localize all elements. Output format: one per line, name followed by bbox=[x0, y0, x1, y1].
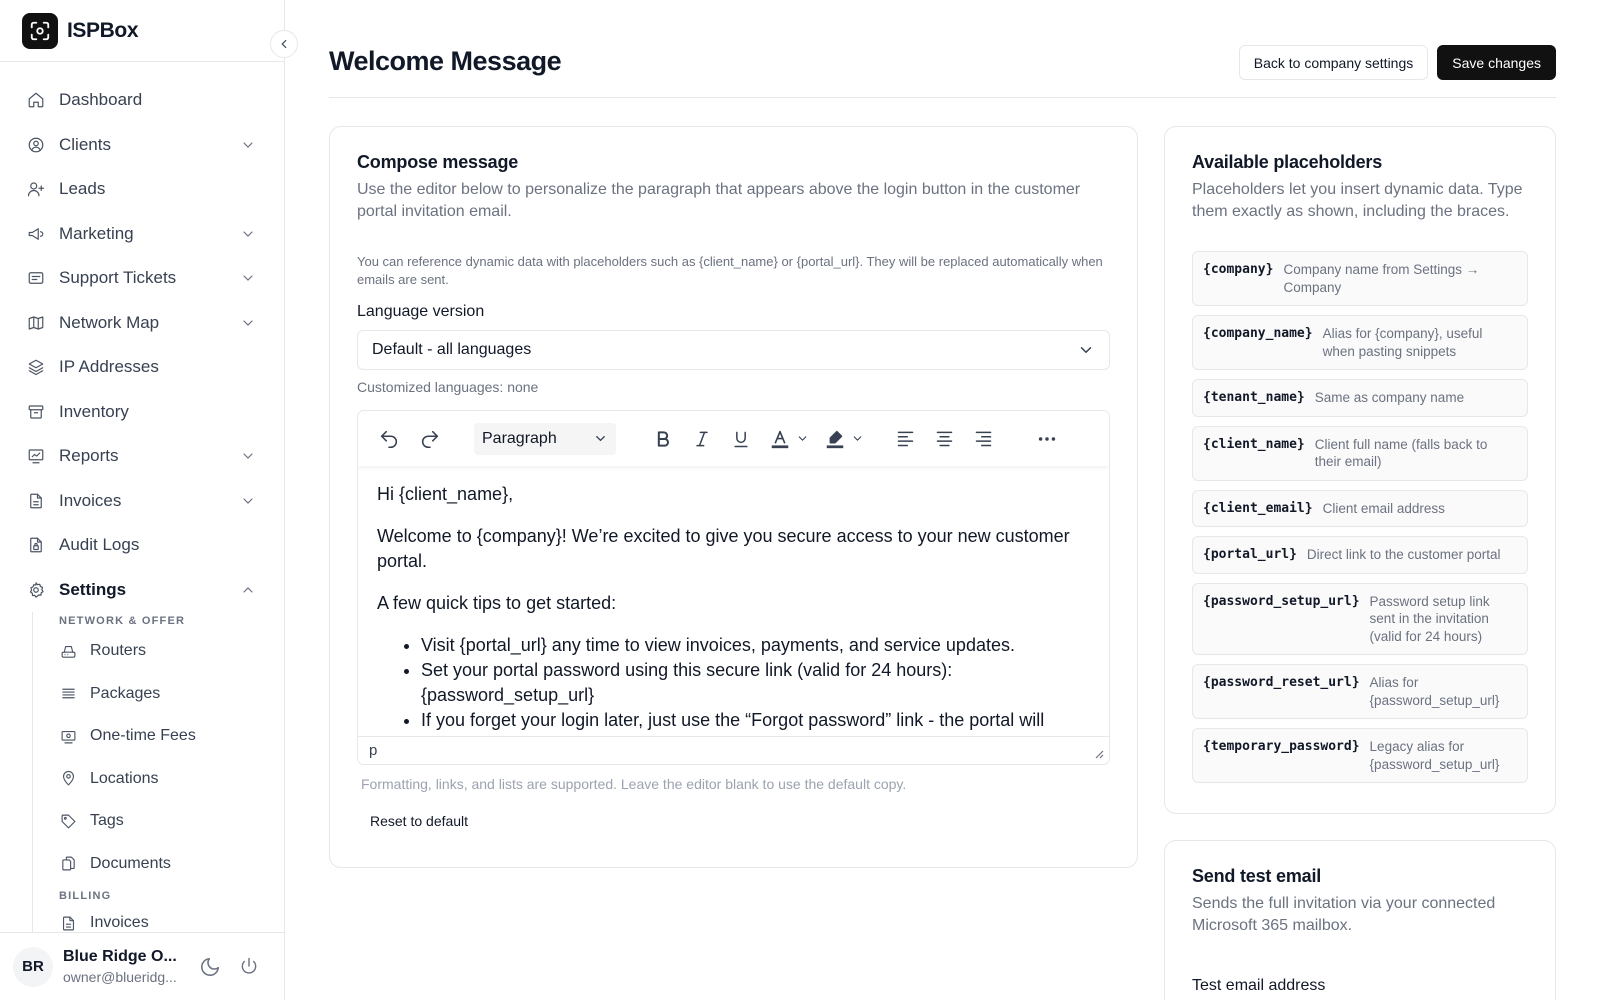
back-to-company-settings-button[interactable]: Back to company settings bbox=[1239, 45, 1429, 80]
placeholder-list bbox=[1192, 251, 1528, 783]
settings-subnav bbox=[0, 612, 284, 941]
header-actions bbox=[1239, 45, 1556, 80]
chevron-down-icon[interactable] bbox=[850, 428, 864, 450]
placeholder-description: Direct link to the customer portal bbox=[1306, 547, 1501, 562]
sidebar-item-label: Inventory bbox=[59, 401, 129, 421]
chevron-up-icon bbox=[240, 582, 256, 598]
editor-tips-heading: A few quick tips to get started: bbox=[377, 593, 617, 613]
map-icon bbox=[27, 314, 45, 332]
placeholder-item[interactable] bbox=[1192, 583, 1528, 656]
placeholder-item[interactable] bbox=[1192, 315, 1528, 370]
sidebar-item-marketing[interactable] bbox=[0, 212, 284, 257]
subnav-item-routers[interactable] bbox=[0, 630, 284, 673]
subnav-item-label: Routers bbox=[90, 642, 147, 660]
sidebar-item-label: Support Tickets bbox=[59, 268, 177, 288]
resize-handle-icon[interactable] bbox=[1094, 749, 1104, 759]
sidebar-item-invoices[interactable] bbox=[0, 479, 284, 524]
placeholder-code: {company_name} bbox=[1203, 326, 1313, 341]
subnav-item-documents[interactable] bbox=[0, 843, 284, 886]
placeholders-card bbox=[1164, 126, 1556, 814]
megaphone-icon bbox=[27, 225, 45, 243]
language-label: Language version bbox=[357, 303, 485, 320]
placeholder-description: Same as company name bbox=[1314, 390, 1465, 405]
test-email-title: Send test email bbox=[1192, 866, 1322, 886]
sidebar-item-label: Dashboard bbox=[59, 90, 143, 110]
chevron-down-icon bbox=[593, 431, 608, 446]
compose-title: Compose message bbox=[357, 152, 519, 172]
gear-icon bbox=[27, 581, 45, 599]
sidebar-item-label: Reports bbox=[59, 446, 119, 466]
chevron-down-icon bbox=[240, 270, 256, 286]
page-title: Welcome Message bbox=[329, 46, 562, 76]
sidebar-item-reports[interactable] bbox=[0, 434, 284, 479]
sidebar-item-dashboard[interactable] bbox=[0, 78, 284, 123]
subnav-item-label: Locations bbox=[90, 769, 159, 787]
chevron-down-icon bbox=[240, 226, 256, 242]
power-icon[interactable] bbox=[239, 956, 261, 978]
editor-content[interactable] bbox=[358, 466, 1109, 736]
list-item: • Visit {portal_url} any time to view invoices, payments, and service updates. bbox=[421, 633, 1090, 658]
sidebar-item-label: IP Addresses bbox=[59, 357, 159, 377]
sidebar-item-label: Invoices bbox=[59, 490, 122, 510]
placeholder-description: Legacy alias for {password_setup_url} bbox=[1369, 739, 1500, 772]
subnav-item-label: Documents bbox=[90, 854, 171, 872]
chevron-down-icon bbox=[1077, 341, 1095, 359]
placeholder-code: {password_setup_url} bbox=[1203, 593, 1360, 609]
block-format-select[interactable] bbox=[474, 423, 616, 455]
editor-statusbar bbox=[358, 736, 1109, 764]
sidebar-item-label: Clients bbox=[59, 134, 111, 154]
sidebar-item-leads[interactable] bbox=[0, 167, 284, 212]
placeholder-item[interactable] bbox=[1192, 379, 1528, 417]
compose-card bbox=[329, 126, 1138, 868]
placeholder-code: {client_name} bbox=[1203, 436, 1305, 452]
sidebar-item-network-map[interactable] bbox=[0, 301, 284, 346]
subnav-item-label: Packages bbox=[90, 684, 161, 702]
brand[interactable] bbox=[0, 0, 284, 62]
chevron-down-icon bbox=[240, 137, 256, 153]
home-icon bbox=[27, 91, 45, 109]
align-right-icon[interactable] bbox=[972, 428, 994, 450]
placeholder-description: Client full name (falls back to their email) bbox=[1314, 436, 1488, 469]
package-icon bbox=[60, 685, 77, 702]
user-info[interactable] bbox=[63, 948, 181, 985]
user-bar bbox=[0, 932, 284, 1000]
placeholder-item[interactable] bbox=[1192, 426, 1528, 481]
sidebar-item-support-tickets[interactable] bbox=[0, 256, 284, 301]
save-changes-button[interactable]: Save changes bbox=[1437, 45, 1556, 80]
editor-intro: Welcome to {company}! We’re excited to give you secure access to your new customer portal. bbox=[377, 526, 1070, 571]
align-left-icon[interactable] bbox=[894, 428, 916, 450]
text-color-icon[interactable] bbox=[769, 428, 791, 450]
customized-languages-note: Customized languages: none bbox=[357, 379, 539, 395]
placeholder-code: {temporary_password} bbox=[1203, 739, 1360, 754]
user-email: owner@blueridg... bbox=[63, 969, 177, 985]
placeholder-hint: You can reference dynamic data with placeholders such as {client_name} or {portal_url}. They will be replaced automatically when emails are sent. bbox=[357, 254, 1103, 287]
list-item: • Set your portal password using this secure link (valid for 24 hours): {password_setup_url} bbox=[421, 658, 1090, 708]
compose-description: Use the editor below to personalize the paragraph that appears above the login button in the customer portal invitation email. bbox=[357, 181, 1081, 220]
editor-greeting: Hi {client_name}, bbox=[377, 484, 514, 504]
rich-text-editor bbox=[357, 410, 1110, 765]
user-name: Blue Ridge O... bbox=[63, 948, 177, 965]
placeholder-code: {tenant_name} bbox=[1203, 390, 1305, 405]
subnav-item-label: One-time Fees bbox=[90, 727, 196, 745]
chevron-down-icon bbox=[240, 493, 256, 509]
element-path[interactable]: p bbox=[369, 742, 378, 759]
sidebar-item-label: Network Map bbox=[59, 312, 160, 332]
editor-toolbar bbox=[358, 411, 1109, 466]
reset-to-default-button[interactable]: Reset to default bbox=[370, 813, 469, 829]
subnav-section-title: NETWORK & OFFER bbox=[59, 615, 186, 627]
placeholder-item[interactable] bbox=[1192, 728, 1528, 783]
placeholders-title: Available placeholders bbox=[1192, 152, 1383, 172]
subnav-item-label: Tags bbox=[90, 812, 124, 830]
subnav-item-label: Invoices bbox=[90, 914, 149, 931]
placeholder-description: Password setup link sent in the invitation (valid for 24 hours) bbox=[1369, 593, 1490, 644]
main-nav bbox=[0, 78, 284, 612]
layers-icon bbox=[27, 358, 45, 376]
user-plus-icon bbox=[27, 180, 45, 198]
test-email-label: Test email address bbox=[1192, 977, 1326, 994]
moon-icon[interactable] bbox=[199, 956, 221, 978]
collapse-sidebar-button[interactable] bbox=[270, 30, 298, 58]
fee-icon bbox=[60, 728, 77, 745]
placeholder-code: {portal_url} bbox=[1203, 547, 1297, 562]
chevron-down-icon bbox=[240, 448, 256, 464]
placeholder-item[interactable] bbox=[1192, 490, 1528, 528]
sidebar-item-label: Settings bbox=[59, 579, 127, 599]
file-icon bbox=[27, 492, 45, 510]
invoice-icon bbox=[60, 915, 77, 932]
placeholders-description: Placeholders let you insert dynamic data. Type them exactly as shown, including the braces. bbox=[1192, 181, 1523, 220]
subnav-item-one-time-fees[interactable] bbox=[0, 715, 284, 758]
subnav-item-locations[interactable] bbox=[0, 758, 284, 801]
sidebar-item-ip-addresses[interactable] bbox=[0, 345, 284, 390]
test-email-card bbox=[1164, 840, 1556, 1000]
sidebar bbox=[0, 0, 285, 1000]
file-lock-icon bbox=[27, 536, 45, 554]
language-select[interactable] bbox=[357, 330, 1110, 370]
undo-icon[interactable] bbox=[378, 428, 400, 450]
header-divider bbox=[329, 97, 1556, 98]
sidebar-item-clients[interactable] bbox=[0, 123, 284, 168]
placeholder-code: {client_email} bbox=[1203, 500, 1313, 516]
ticket-icon bbox=[27, 269, 45, 287]
tag-icon bbox=[60, 813, 77, 830]
sidebar-item-inventory[interactable] bbox=[0, 390, 284, 435]
router-icon bbox=[60, 643, 77, 660]
placeholder-item[interactable] bbox=[1192, 251, 1528, 306]
placeholder-item[interactable] bbox=[1192, 536, 1528, 574]
redo-icon[interactable] bbox=[419, 428, 441, 450]
block-format-value: Paragraph bbox=[482, 429, 557, 447]
placeholder-description: Client email address bbox=[1322, 500, 1445, 516]
placeholder-description: Alias for {company}, useful when pasting snippets bbox=[1322, 326, 1483, 359]
bold-icon[interactable] bbox=[652, 428, 674, 450]
sidebar-item-label: Leads bbox=[59, 179, 106, 199]
user-circle-icon bbox=[27, 136, 45, 154]
test-email-description: Sends the full invitation via your connected Microsoft 365 mailbox. bbox=[1192, 895, 1496, 934]
pin-icon bbox=[60, 770, 77, 787]
placeholder-description: Alias for {password_setup_url} bbox=[1369, 675, 1500, 708]
italic-icon[interactable] bbox=[691, 428, 713, 450]
highlight-icon[interactable] bbox=[824, 428, 846, 450]
sidebar-item-label: Marketing bbox=[59, 223, 134, 243]
placeholder-item[interactable] bbox=[1192, 664, 1528, 719]
archive-icon bbox=[27, 403, 45, 421]
subnav-section-title: BILLING bbox=[59, 890, 112, 902]
logo-icon bbox=[22, 13, 58, 49]
editor-tips-list bbox=[421, 633, 1090, 733]
placeholder-code: {company} bbox=[1203, 262, 1274, 277]
language-value: Default - all languages bbox=[372, 341, 532, 358]
documents-icon bbox=[60, 855, 77, 872]
list-item: • If you forget your login later, just use the “Forgot password” link - the portal will bbox=[421, 708, 1090, 733]
app-name: ISPBox bbox=[67, 18, 139, 42]
align-center-icon[interactable] bbox=[933, 428, 955, 450]
sidebar-item-label: Audit Logs bbox=[59, 535, 140, 555]
chevron-down-icon bbox=[240, 315, 256, 331]
placeholder-description: Company name from Settings → Company bbox=[1283, 262, 1480, 295]
chart-icon bbox=[27, 447, 45, 465]
sidebar-item-audit-logs[interactable] bbox=[0, 523, 284, 568]
sidebar-item-settings[interactable] bbox=[0, 568, 284, 613]
underline-icon[interactable] bbox=[730, 428, 752, 450]
chevron-down-icon[interactable] bbox=[795, 428, 809, 450]
editor-footnote: Formatting, links, and lists are supported. Leave the editor blank to use the default copy. bbox=[361, 776, 907, 792]
avatar[interactable]: BR bbox=[13, 947, 53, 987]
placeholder-code: {password_reset_url} bbox=[1203, 675, 1360, 690]
more-icon[interactable] bbox=[1036, 428, 1058, 450]
main-content bbox=[329, 0, 1556, 1000]
subnav-item-tags[interactable] bbox=[0, 800, 284, 843]
subnav-item-packages[interactable] bbox=[0, 673, 284, 716]
